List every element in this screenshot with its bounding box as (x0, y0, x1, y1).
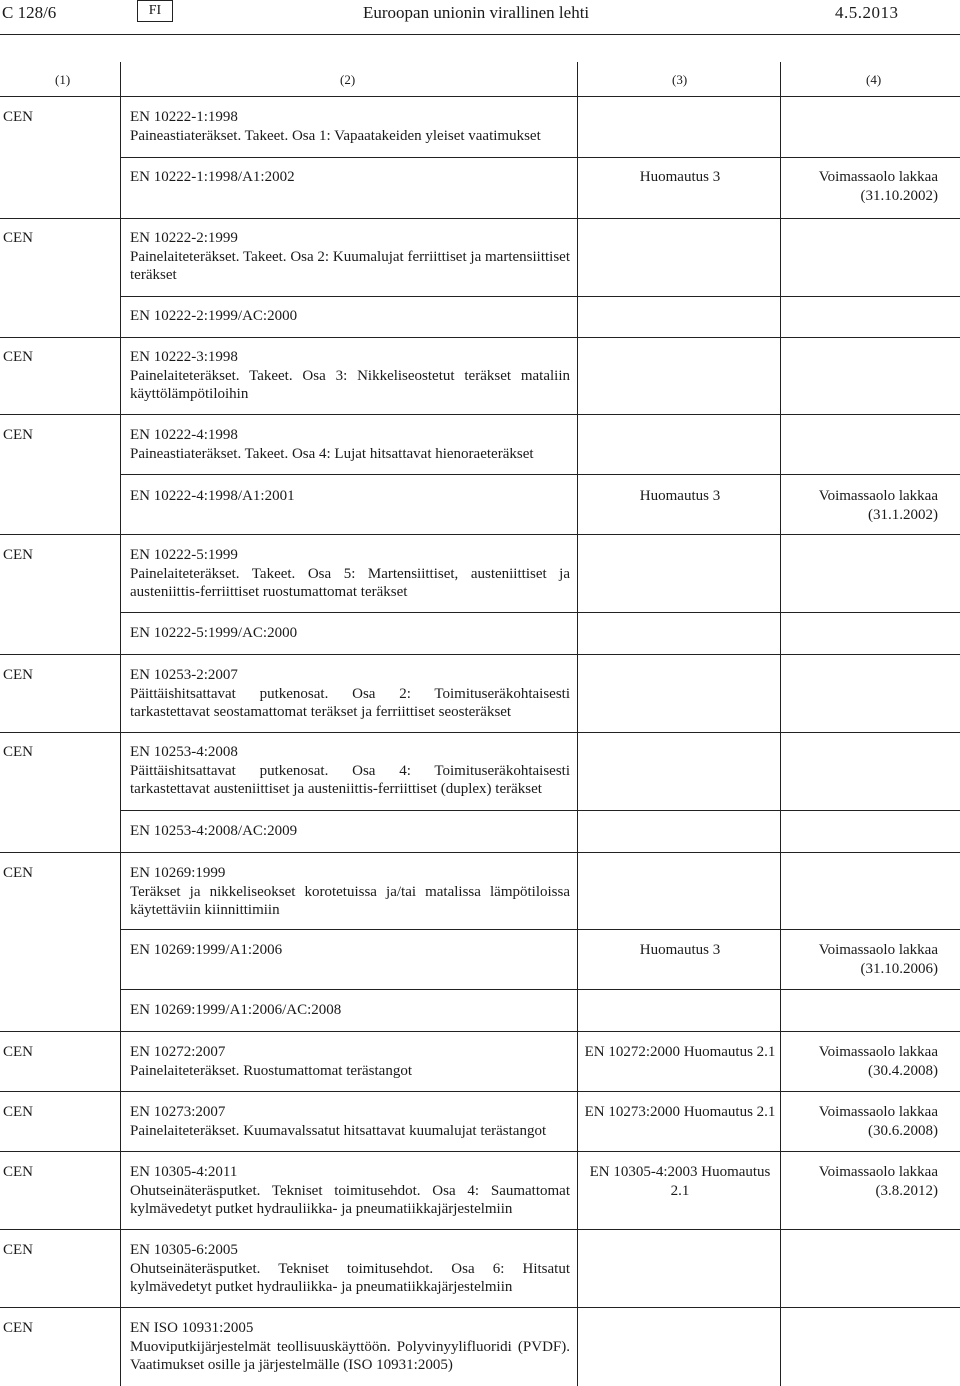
standard-code: EN 10222-5:1999 (130, 547, 238, 563)
language-badge: FI (137, 0, 173, 22)
row-divider (0, 1151, 960, 1152)
row-divider (120, 612, 960, 613)
row-org: CEN (3, 1044, 33, 1060)
table-row (130, 108, 570, 145)
standard-title: Paineastiateräkset. Takeet. Osa 4: Lujat hitsattavat hienoraeteräkset (130, 445, 534, 462)
row-divider (120, 474, 960, 475)
table-row (130, 1319, 570, 1375)
publication-date: 4.5.2013 (835, 3, 899, 22)
page-header (0, 0, 960, 34)
header-rule (0, 34, 960, 35)
cessation-date: Voimassaolo lakkaa (31.10.2006) (818, 942, 938, 977)
row-divider (0, 852, 960, 853)
reference-note: Huomautus 3 (639, 488, 721, 504)
row-divider (0, 96, 960, 97)
row-divider (0, 732, 960, 733)
cessation-date: Voimassaolo lakkaa (30.4.2008) (818, 1044, 938, 1079)
standard-title: Painelaiteteräkset. Ruostumattomat terästangot (130, 1062, 413, 1079)
row-org: CEN (3, 744, 33, 760)
column-header-3: (3) (672, 72, 688, 87)
standard-code: EN 10222-3:1998 (130, 349, 238, 365)
reference-note: EN 10273:2000 Huomautus 2.1 (584, 1104, 776, 1120)
row-divider (0, 1031, 960, 1032)
standard-title: Painelaiteteräkset. Takeet. Osa 3: Nikkeliseostetut teräkset mataliin käyttölämpötiloihin (130, 367, 570, 402)
row-org: CEN (3, 1164, 33, 1180)
corrigendum-code: EN 10269:1999/A1:2006/AC:2008 (130, 1002, 342, 1018)
table-row (130, 1043, 570, 1080)
column-header-4: (4) (866, 72, 882, 87)
corrigendum-code: EN 10222-5:1999/AC:2000 (130, 625, 298, 641)
standard-code: EN 10253-2:2007 (130, 667, 238, 683)
journal-reference: C 128/6 (2, 3, 57, 22)
standard-code: EN 10253-4:2008 (130, 744, 238, 760)
cessation-date: Voimassaolo lakkaa (31.1.2002) (818, 488, 938, 523)
table-row (130, 1163, 570, 1219)
standard-title: Teräkset ja nikkeliseokset korotetuissa ja/tai matalissa lämpötiloissa käytettäviin kiinnittimiin (130, 883, 570, 918)
row-divider (0, 1307, 960, 1308)
amendment-code: EN 10222-1:1998/A1:2002 (130, 169, 295, 185)
standard-code: EN 10305-4:2011 (130, 1164, 238, 1180)
row-divider (120, 929, 960, 930)
cessation-date: Voimassaolo lakkaa (3.8.2012) (818, 1164, 938, 1199)
row-org: CEN (3, 349, 33, 365)
standard-title: Paineastiateräkset. Takeet. Osa 1: Vapaatakeiden yleiset vaatimukset (130, 127, 541, 144)
table-row (130, 546, 570, 602)
reference-note: EN 10272:2000 Huomautus 2.1 (584, 1044, 776, 1060)
row-divider (120, 989, 960, 990)
amendment-code: EN 10269:1999/A1:2006 (130, 942, 283, 958)
row-org: CEN (3, 1242, 33, 1258)
standard-title: Päittäishitsattavat putkenosat. Osa 2: Toimituseräkohtaisesti tarkastettavat seostamattomat teräkset ja ferriittiset seosteräkset (130, 685, 570, 720)
standard-code: EN ISO 10931:2005 (130, 1320, 254, 1336)
row-org: CEN (3, 427, 33, 443)
row-org: CEN (3, 865, 33, 881)
standard-code: EN 10305-6:2005 (130, 1242, 238, 1258)
row-divider (0, 1091, 960, 1092)
standard-code: EN 10272:2007 (130, 1044, 226, 1060)
row-divider (0, 414, 960, 415)
column-divider (577, 62, 578, 1386)
table-row (130, 1103, 570, 1140)
table-row (130, 426, 570, 463)
standard-title: Ohutseinäteräsputket. Tekniset toimitusehdot. Osa 4: Saumattomat kylmävedetyt putket hydrauliikka- ja pneumatiikkajärjestelmiin (130, 1182, 570, 1217)
table-row (130, 666, 570, 722)
corrigendum-code: EN 10253-4:2008/AC:2009 (130, 823, 298, 839)
table-row (130, 743, 570, 799)
reference-note: Huomautus 3 (639, 169, 721, 185)
standard-title: Päittäishitsattavat putkenosat. Osa 4: Toimituseräkohtaisesti tarkastettavat austeniittiset ja austeniittis-ferriittiset (duplex) teräkset (130, 762, 570, 797)
row-divider (0, 1229, 960, 1230)
standard-code: EN 10222-1:1998 (130, 109, 238, 125)
column-divider (120, 62, 121, 1386)
reference-note: EN 10305-4:2003 Huomautus 2.1 (589, 1164, 771, 1199)
row-divider (120, 810, 960, 811)
standard-title: Painelaiteteräkset. Takeet. Osa 5: Martensiittiset, austeniittiset ja austeniittis-ferriittiset ruostumattomat teräkset (130, 565, 570, 600)
row-org: CEN (3, 230, 33, 246)
standard-code: EN 10222-2:1999 (130, 230, 238, 246)
table-row (130, 864, 570, 920)
standard-title: Painelaiteteräkset. Takeet. Osa 2: Kuumalujat ferriittiset ja martensiittiset teräkset (130, 248, 570, 283)
standard-code: EN 10269:1999 (130, 865, 226, 881)
standard-title: Ohutseinäteräsputket. Tekniset toimitusehdot. Osa 6: Hitsatut kylmävedetyt putket hydrauliikka- ja pneumatiikkajärjestelmiin (130, 1260, 570, 1295)
table-row (130, 348, 570, 404)
row-org: CEN (3, 1104, 33, 1120)
row-divider (120, 157, 960, 158)
cessation-date: Voimassaolo lakkaa (31.10.2002) (818, 169, 938, 204)
table-row (130, 229, 570, 285)
row-divider (0, 654, 960, 655)
row-org: CEN (3, 109, 33, 125)
corrigendum-code: EN 10222-2:1999/AC:2000 (130, 308, 298, 324)
standard-title: Muoviputkijärjestelmät teollisuuskäyttöön. Polyvinyylifluoridi (PVDF). Vaatimukset osille ja järjestelmälle (ISO 10931:2005) (130, 1338, 570, 1373)
table-row (130, 1241, 570, 1297)
column-header-1: (1) (55, 72, 71, 87)
row-divider (0, 337, 960, 338)
row-org: CEN (3, 547, 33, 563)
row-org: CEN (3, 667, 33, 683)
standard-title: Painelaiteteräkset. Kuumavalssatut hitsattavat kuumalujat terästangot (130, 1122, 547, 1139)
row-org: CEN (3, 1320, 33, 1336)
row-divider (120, 296, 960, 297)
amendment-code: EN 10222-4:1998/A1:2001 (130, 488, 295, 504)
reference-note: Huomautus 3 (639, 942, 721, 958)
standard-code: EN 10222-4:1998 (130, 427, 238, 443)
row-divider (0, 534, 960, 535)
row-divider (0, 218, 960, 219)
journal-title: Euroopan unionin virallinen lehti (363, 3, 590, 22)
standard-code: EN 10273:2007 (130, 1104, 226, 1120)
column-header-2: (2) (340, 72, 356, 87)
cessation-date: Voimassaolo lakkaa (30.6.2008) (818, 1104, 938, 1139)
